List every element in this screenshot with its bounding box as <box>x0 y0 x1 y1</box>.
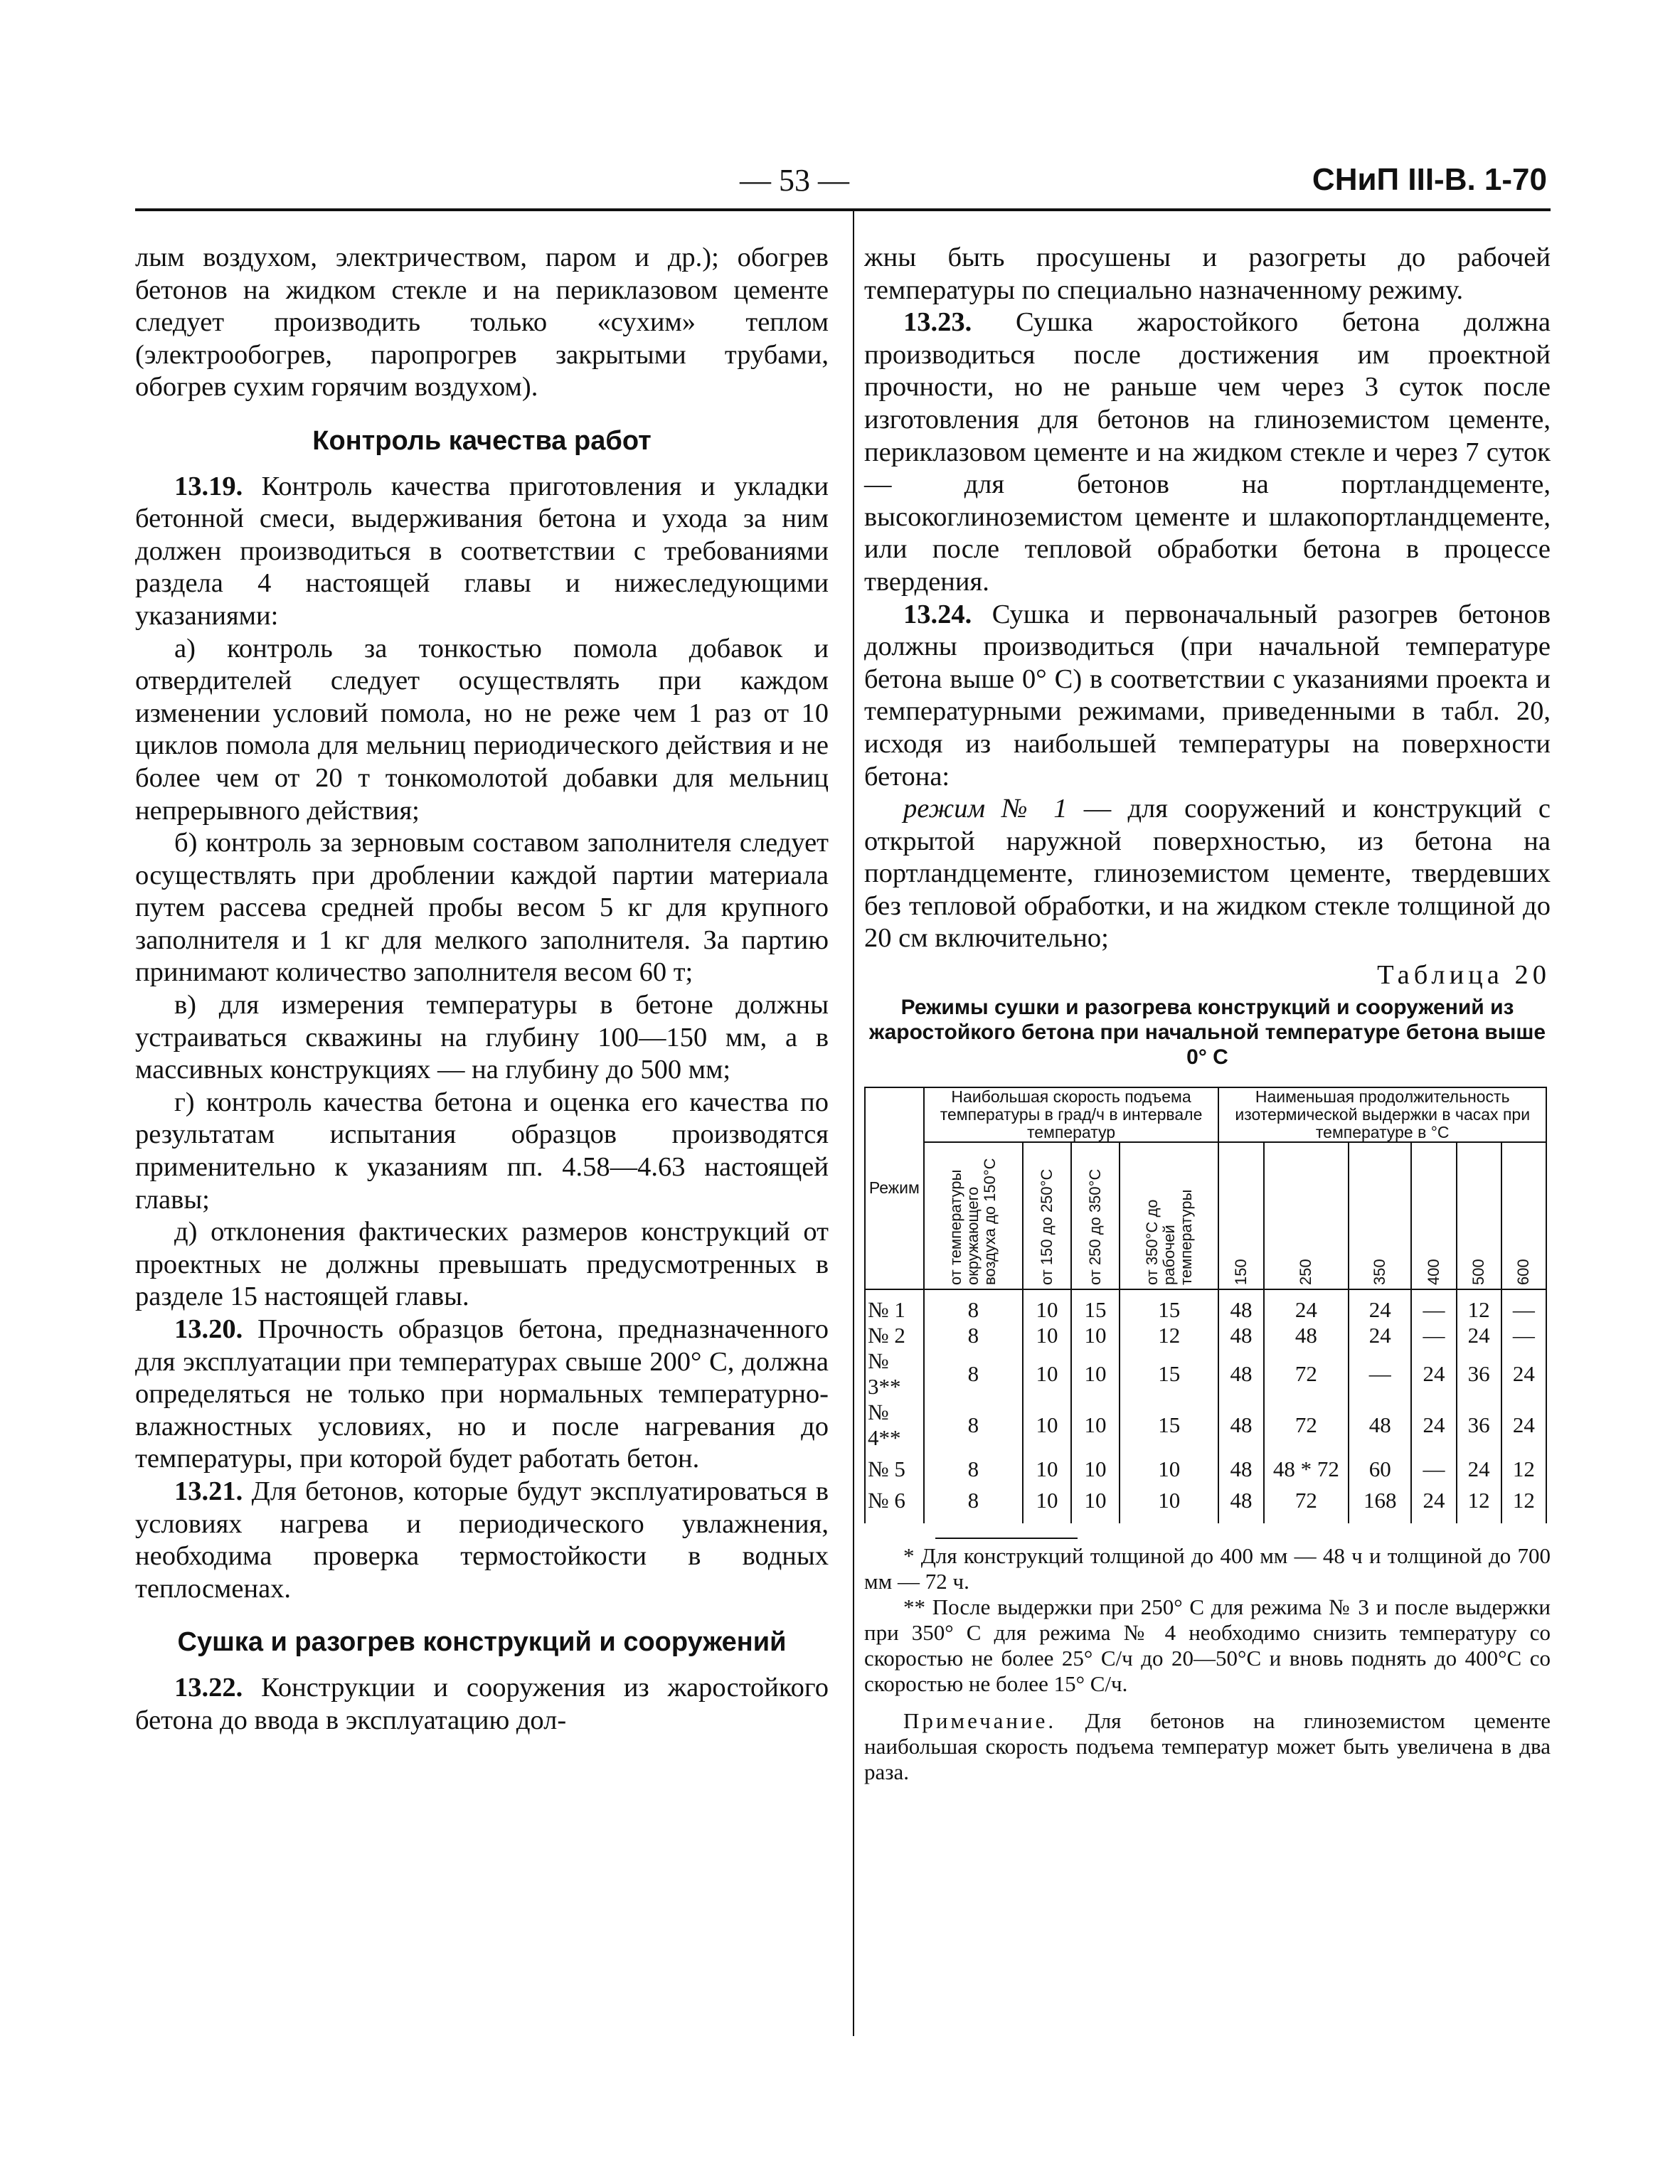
paragraph-continued: жны быть просушены и разогреты до рабочей температуры по специально назначенному режиму. <box>864 243 1551 305</box>
section-heading-drying: Сушка и разогрев конструкций и сооружений <box>177 1627 787 1658</box>
footnote-rule <box>935 1538 1078 1539</box>
table-row <box>865 1348 1546 1400</box>
table-cell-hold: 24 <box>1264 1289 1349 1323</box>
table-cell-hold: — <box>1349 1348 1411 1400</box>
table-row <box>865 1289 1546 1323</box>
table-cell-hold: — <box>1501 1289 1546 1323</box>
mode-1-description <box>864 793 1551 955</box>
table-cell-hold: — <box>1411 1289 1456 1323</box>
page-number: — 53 — <box>740 163 849 198</box>
table-cell-mode: № 1 <box>865 1289 924 1323</box>
table-cell-speed: 10 <box>1023 1289 1071 1323</box>
table-cell-speed: 10 <box>1071 1348 1120 1400</box>
table-cell-hold: 48 <box>1218 1348 1263 1400</box>
table-cell-hold: 24 <box>1457 1323 1501 1348</box>
table-cell-speed: 8 <box>924 1400 1023 1451</box>
table-cell-speed: 10 <box>1023 1400 1071 1451</box>
table-cell-hold: 12 <box>1457 1482 1501 1523</box>
table-cell-hold: 12 <box>1501 1482 1546 1523</box>
clause-13-21 <box>135 1476 829 1605</box>
list-item-b: б) контроль за зерновым составом заполнителя следует осуществлять при дроблении каждой партии материала путем рассева средней пробы весом 5 кг для крупного заполнителя и 1 кг для мелкого заполнителя. За партию принимают количество заполнителя весом 60 т; <box>135 828 829 988</box>
table-cell-hold: 60 <box>1349 1451 1411 1482</box>
table-cell-speed: 8 <box>924 1451 1023 1482</box>
table-cell-speed: 10 <box>1071 1451 1120 1482</box>
table-cell-hold: — <box>1411 1451 1456 1482</box>
clause-number: 13.21. <box>174 1476 243 1506</box>
clause-13-20 <box>135 1314 829 1476</box>
table-cell-hold: 24 <box>1501 1348 1546 1400</box>
left-column <box>135 242 829 1737</box>
clause-number: 13.20. <box>174 1314 243 1344</box>
table-cell-speed: 10 <box>1071 1482 1120 1523</box>
drying-modes-table <box>864 1087 1547 1523</box>
table-cell-speed: 10 <box>1071 1323 1120 1348</box>
table-cell-hold: 48 <box>1218 1482 1263 1523</box>
table-footnotes <box>864 1538 1551 1785</box>
table-cell-hold: 48 <box>1218 1451 1263 1482</box>
table-row <box>865 1400 1546 1451</box>
header-speed-col: от 250 до 350°С <box>1071 1142 1120 1289</box>
table-cell-hold: 24 <box>1411 1348 1456 1400</box>
list-item-a: а) контроль за тонкостью помола добавок и отвердителей следует осуществлять при каждом изменении условий помола, но не реже чем 1 раз от 10 циклов помола для мельниц периодического действия и не более чем от 20 т тонкомолотой добавки для мельниц непрерывного действия; <box>135 633 829 826</box>
table-cell-hold: 24 <box>1349 1323 1411 1348</box>
table-caption: Таблица 20 <box>1377 960 1551 991</box>
list-item-v: в) для измерения температуры в бетоне должны устраиваться скважины на глубину 100—150 мм, а в массивных конструкциях — на глубину до 500 мм; <box>135 990 829 1085</box>
table-cell-hold: 48 <box>1218 1400 1263 1451</box>
table-cell-speed: 8 <box>924 1289 1023 1323</box>
header-hold-col: 400 <box>1411 1142 1456 1289</box>
list-item-g: г) контроль качества бетона и оценка его качества по результатам испытания образцов производятся применительно к указаниям пп. 4.58—4.63 настоящей главы; <box>135 1087 829 1215</box>
paragraph-continued: лым воздухом, электричеством, паром и др.); обогрев бетонов на жидком стекле и на периклазовом цементе следует производить только «сухим» теплом (электрообогрев, паропрогрев закрытыми трубами, обогрев сухим горячим воздухом). <box>135 243 829 403</box>
document-code: СНиП III-В. 1-70 <box>1312 162 1547 197</box>
table-cell-mode: № 5 <box>865 1451 924 1482</box>
table-cell-speed: 10 <box>1120 1482 1218 1523</box>
table-cell-hold: 36 <box>1457 1348 1501 1400</box>
header-mode: Режим <box>865 1087 924 1289</box>
clause-number: 13.19. <box>174 471 243 501</box>
table-cell-hold: 24 <box>1411 1400 1456 1451</box>
clause-text: Сушка жаростойкого бетона должна производиться после достижения им проектной прочности, но не раньше чем через 3 суток после изготовления для бетонов на глиноземистом цементе, периклазовом цементе и на жидком стекле и через 7 суток — для бетонов на портландцементе, высокоглиноземистом цементе и шлакопортландцементе, или после тепловой обработки бетона в процессе твердения. <box>864 307 1551 597</box>
table-cell-speed: 15 <box>1120 1348 1218 1400</box>
table-cell-hold: 48 <box>1218 1289 1263 1323</box>
header-rule <box>135 208 1551 211</box>
table-cell-speed: 8 <box>924 1482 1023 1523</box>
table-cell-hold: 72 <box>1264 1482 1349 1523</box>
clause-text: Сушка и первоначальный разогрев бетонов должны производиться (при начальной температуре бетона выше 0° С) в соответствии с указаниями проекта и температурными режимами, приведенными в табл. 20, исходя из наибольшей температуры на поверхности бетона: <box>864 599 1551 792</box>
table-cell-hold: 24 <box>1457 1451 1501 1482</box>
table-cell-hold: 72 <box>1264 1348 1349 1400</box>
table-cell-speed: 8 <box>924 1323 1023 1348</box>
header-hold-col: 600 <box>1501 1142 1546 1289</box>
table-cell-mode: № 3** <box>865 1348 924 1400</box>
table-cell-hold: 48 <box>1264 1323 1349 1348</box>
table-cell-hold: 48 * 72 <box>1264 1451 1349 1482</box>
footnote-2: ** После выдержки при 250° С для режима № 3 и после выдержки при 350° С для режима № 4 необходимо снизить температуру со скоростью не более 25° С/ч до 20—50°С и вновь поднять до 400°С со скоростью не более 15° С/ч. <box>864 1594 1551 1696</box>
header-hold-col: 500 <box>1457 1142 1501 1289</box>
table-cell-mode: № 6 <box>865 1482 924 1523</box>
clause-number: 13.24. <box>903 599 972 629</box>
clause-number: 13.22. <box>174 1672 243 1703</box>
table-cell-speed: 10 <box>1023 1323 1071 1348</box>
clause-text: Контроль качества приготовления и укладки бетонной смеси, выдерживания бетона и ухода за ним должен производиться в соответствии с требованиями раздела 4 настоящей главы и нижеследующими указаниями: <box>135 471 829 631</box>
clause-13-19 <box>135 471 829 633</box>
table-title: Режимы сушки и разогрева конструкций и сооружений из жаростойкого бетона при начальной температуре бетона выше 0° С <box>868 995 1546 1069</box>
note-text: Для бетонов на глиноземистом цементе наибольшая скорость подъема температур может быть увеличена в два раза. <box>864 1708 1551 1784</box>
header-hold-col: 350 <box>1349 1142 1411 1289</box>
column-divider <box>853 208 854 2036</box>
clause-text: Для бетонов, которые будут эксплуатироваться в условиях нагрева и периодического увлажнения, необходима проверка термостойкости в водных теплосменах. <box>135 1476 829 1604</box>
table-note <box>864 1708 1551 1785</box>
clause-number: 13.23. <box>903 307 972 338</box>
table-cell-hold: 24 <box>1501 1400 1546 1451</box>
table-cell-hold: — <box>1411 1323 1456 1348</box>
table-cell-hold: 24 <box>1349 1289 1411 1323</box>
clause-13-24 <box>864 599 1551 794</box>
list-item-d: д) отклонения фактических размеров конструкций от проектных не должны превышать предусмотренных в разделе 15 настоящей главы. <box>135 1217 829 1312</box>
clause-text: Прочность образцов бетона, предназначенного для эксплуатации при температурах свыше 200° С, должна определяться не только при нормальных температурно-влажностных условиях, но и после нагревания до температуры, при которой будет работать бетон. <box>135 1314 829 1474</box>
table-cell-speed: 15 <box>1120 1289 1218 1323</box>
header-hold-col: 150 <box>1218 1142 1263 1289</box>
table-cell-speed: 10 <box>1023 1482 1071 1523</box>
table-cell-hold: 24 <box>1411 1482 1456 1523</box>
table-cell-hold: 36 <box>1457 1400 1501 1451</box>
table-cell-hold: 72 <box>1264 1400 1349 1451</box>
table-row <box>865 1323 1546 1348</box>
table-cell-hold: 48 <box>1218 1323 1263 1348</box>
section-heading-quality-control: Контроль качества работ <box>312 425 652 456</box>
header-hold-group: Наименьшая продолжительность изотермической выдержки в часах при температуре в °С <box>1218 1087 1546 1142</box>
table-cell-speed: 10 <box>1023 1348 1071 1400</box>
header-speed-col: от 150 до 250°С <box>1023 1142 1071 1289</box>
mode-label: режим № 1 <box>903 794 1068 824</box>
table-cell-speed: 10 <box>1071 1400 1120 1451</box>
mode-text: — для сооружений и конструкций с открытой наружной поверхностью, из бетона на портландцементе, глиноземистом цементе, твердевших без тепловой обработки, и на жидком стекле толщиной до 20 см включительно; <box>864 794 1551 954</box>
header-hold-col: 250 <box>1264 1142 1349 1289</box>
table-cell-hold: 168 <box>1349 1482 1411 1523</box>
table-cell-speed: 15 <box>1071 1289 1120 1323</box>
clause-13-22 <box>135 1672 829 1737</box>
table-cell-hold: 12 <box>1457 1289 1501 1323</box>
header-speed-col: от температуры окружающего воздуха до 150°С <box>924 1142 1023 1289</box>
table-cell-hold: 48 <box>1349 1400 1411 1451</box>
clause-13-23 <box>864 307 1551 598</box>
table-cell-speed: 15 <box>1120 1400 1218 1451</box>
table-cell-hold: 12 <box>1501 1451 1546 1482</box>
note-label: Примечание. <box>903 1708 1057 1733</box>
header-speed-group: Наибольшая скорость подъема температуры в град/ч в интервале температур <box>924 1087 1219 1142</box>
footnote-1: * Для конструкций толщиной до 400 мм — 48 ч и толщиной до 700 мм — 72 ч. <box>864 1543 1551 1594</box>
table-row <box>865 1482 1546 1523</box>
table-cell-speed: 10 <box>1120 1451 1218 1482</box>
table-cell-speed: 10 <box>1023 1451 1071 1482</box>
table-cell-mode: № 2 <box>865 1323 924 1348</box>
table-cell-mode: № 4** <box>865 1400 924 1451</box>
clause-text: Конструкции и сооружения из жаростойкого бетона до ввода в эксплуатацию дол- <box>135 1672 829 1735</box>
table-cell-speed: 12 <box>1120 1323 1218 1348</box>
table-cell-hold: — <box>1501 1323 1546 1348</box>
page-header <box>135 162 1547 205</box>
table-cell-speed: 8 <box>924 1348 1023 1400</box>
right-column <box>864 242 1551 1785</box>
table-row <box>865 1451 1546 1482</box>
header-speed-col: от 350°С до рабочей температуры <box>1120 1142 1218 1289</box>
